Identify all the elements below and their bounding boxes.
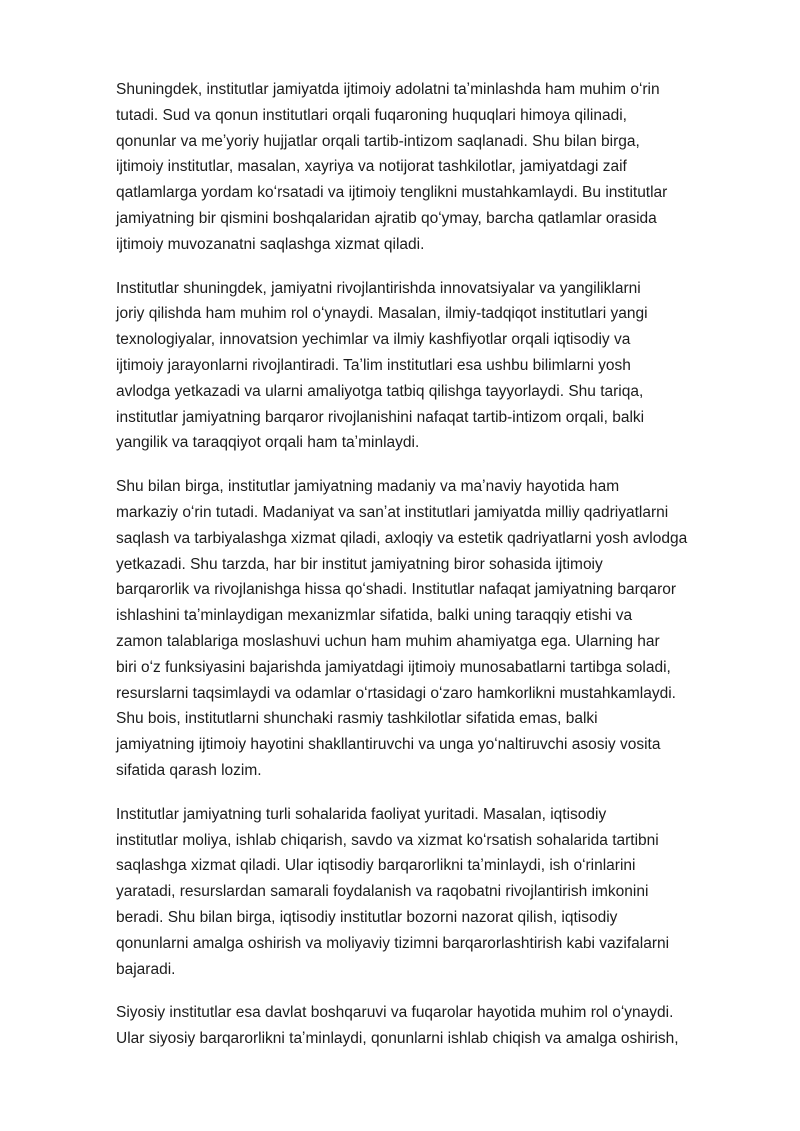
document-body <box>116 77 741 1070</box>
paragraph-economic-institutions: Institutlar jamiyatning turli sohalarida faoliyat yuritadi. Masalan, iqtisodiy institutlar moliya, ishlab chiqarish, savdo va xizmat koʻrsatish sohalarida tartibni saqlashga xizmat qiladi. Ular iqtisodiy barqarorlikni taʼminlaydi, ish oʻrinlarini yaratadi, resurslardan samarali foydalanish va raqobatni rivojlantirish imkonini beradi. Shu bilan birga, iqtisodiy institutlar bozorni nazorat qilish, iqtisodiy qonunlarni amalga oshirish va moliyaviy tizimni barqarorlashtirish kabi vazifalarni bajaradi. <box>116 805 670 978</box>
paragraph-innovation: Institutlar shuningdek, jamiyatni rivojlantirishda innovatsiyalar va yangiliklarni joriy qilishda ham muhim rol oʻynaydi. Masalan, ilmiy-tadqiqot institutlari yangi texnologiyalar, innovatsion yechimlar va ilmiy kashfiyotlar orqali iqtisodiy va ijtimoiy jarayonlarni rivojlantiradi. Taʼlim institutlari esa ushbu bilimlarni yosh avlodga yetkazadi va ularni amaliyotga tatbiq qilishga tayyorlaydi. Shu tariqa, institutlar jamiyatning barqaror rivojlanishini nafaqat tartib-intizom orqali, balki yangilik va taraqqiyot orqali ham taʼminlaydi. <box>116 279 648 452</box>
paragraph-social-justice: Shuningdek, institutlar jamiyatda ijtimoiy adolatni taʼminlashda ham muhim oʻrin tutadi. Sud va qonun institutlari orqali fuqaroning huquqlari himoya qilinadi, qonunlar va meʼyoriy hujjatlar orqali tartib-intizom saqlanadi. Shu bilan birga, ijtimoiy institutlar, masalan, xayriya va notijorat tashkilotlar, jamiyatdagi zaif qatlamlarga yordam koʻrsatadi va ijtimoiy tenglikni mustahkamlaydi. Bu institutlar jamiyatning bir qismini boshqalaridan ajratib qoʻymay, barcha qatlamlar orasida ijtimoiy muvozanatni saqlashga xizmat qiladi. <box>116 81 668 253</box>
paragraph-political-institutions: Siyosiy institutlar esa davlat boshqaruvi va fuqarolar hayotida muhim rol oʻynaydi. Ular siyosiy barqarorlikni taʼminlaydi, qonunlarni ishlab chiqish va amalga oshirish, <box>116 1004 679 1048</box>
paragraph-cultural-life: Shu bilan birga, institutlar jamiyatning madaniy va maʼnaviy hayotida ham markaziy oʻrin tutadi. Madaniyat va sanʼat institutlari jamiyatda milliy qadriyatlarni saqlash va tarbiyalashga xizmat qiladi, axloqiy va estetik qadriyatlarni yosh avlodga yetkazadi. Shu tarzda, har bir institut jamiyatning biror sohasida ijtimoiy barqarorlik va rivojlanishga hissa qoʻshadi. Institutlar nafaqat jamiyatning barqaror ishlashini taʼminlaydigan mexanizmlar sifatida, balki uning taraqqiy etishi va zamon talablariga moslashuvi uchun ham muhim ahamiyatga ega. Ularning har biri oʻz funksiyasini bajarishda jamiyatdagi ijtimoiy munosabatlarni tartibga soladi, resurslarni taqsimlaydi va odamlar oʻrtasidagi oʻzaro hamkorlikni mustahkamlaydi. Shu bois, institutlarni shunchaki rasmiy tashkilotlar sifatida emas, balki jamiyatning ijtimoiy hayotini shakllantiruvchi va unga yoʻnaltiruvchi asosiy vosita sifatida qarash lozim. <box>116 478 688 779</box>
